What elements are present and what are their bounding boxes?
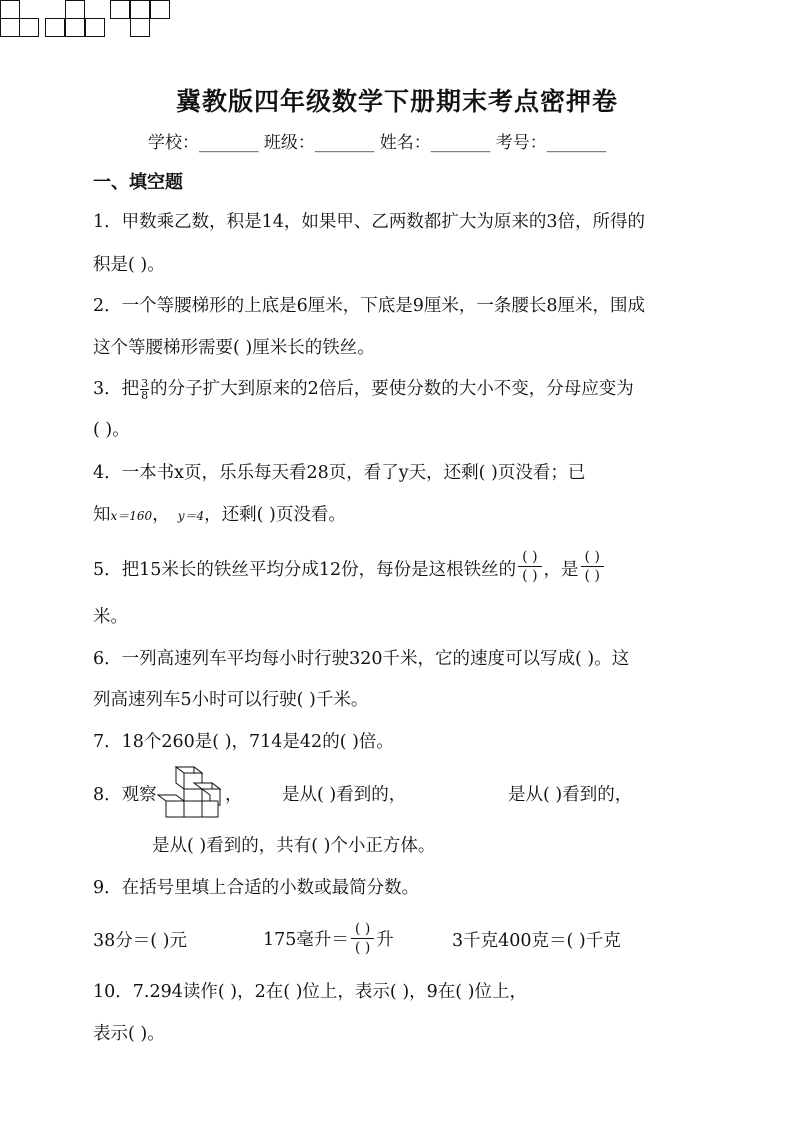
question-8-observe-label: 8．观察 <box>93 785 157 805</box>
question-8-text-1: 是从( )看到的， <box>282 785 407 805</box>
question-8-comma: ， <box>225 785 243 805</box>
question-9-item-c: 3千克400克＝( )千克 <box>452 931 621 951</box>
question-6-line-2: 列高速列车5小时可以行驶( )千米。 <box>93 690 369 710</box>
question-3-line-2: ( )。 <box>93 420 130 440</box>
blank-numerator: ( ) <box>581 548 604 567</box>
question-7-line-1: 7．18个260是( )，714是42的( )倍。 <box>93 732 394 752</box>
fraction-numerator: 3 <box>141 377 149 390</box>
cube-stack-figure <box>157 766 225 820</box>
question-9-line-1: 9．在括号里填上合适的小数或最简分数。 <box>93 878 420 898</box>
question-4-line-1: 4．一本书x页，乐乐每天看28页，看了y天，还剩( )页没看；已 <box>93 463 586 483</box>
question-5-line-1 <box>93 549 606 589</box>
question-8-text-3: 是从( )看到的，共有( )个小正方体。 <box>152 836 436 856</box>
question-9-item-b-text: 175毫升＝ <box>263 930 349 950</box>
question-1-line-2: 积是( )。 <box>93 255 165 275</box>
question-6-line-1: 6．一列高速列车平均每小时行驶320千米，它的速度可以写成( )。这 <box>93 649 630 669</box>
question-4-separator: ， <box>152 505 170 525</box>
view-figure-1 <box>0 0 40 37</box>
question-10-line-2: 表示( )。 <box>93 1024 165 1044</box>
question-9-item-a: 38分＝( )元 <box>93 931 187 951</box>
fraction-three-eighths <box>140 378 149 401</box>
question-2-line-1: 2．一个等腰梯形的上底是6厘米，下底是9厘米，一条腰长8厘米，围成 <box>93 296 646 316</box>
blank-denominator: ( ) <box>354 940 371 956</box>
fraction-denominator: 8 <box>141 389 149 402</box>
equation-y: y＝4 <box>177 509 205 523</box>
blank-fraction-2 <box>581 548 604 585</box>
question-5-line-2: 米。 <box>93 607 128 627</box>
blank-numerator: ( ) <box>351 920 374 939</box>
question-5-text: 5．把15米长的铁丝平均分成12份，每份是这根铁丝的 <box>93 560 517 580</box>
question-8-text-2: 是从( )看到的， <box>508 785 633 805</box>
question-10-line-1: 10．7.294读作( )，2在( )位上，表示( )，9在( )位上， <box>93 982 528 1002</box>
question-9-item-b-unit: 升 <box>376 930 394 950</box>
blank-denominator: ( ) <box>584 568 600 584</box>
question-2-line-2: 这个等腰梯形需要( )厘米长的铁丝。 <box>93 338 375 358</box>
blank-denominator: ( ) <box>522 568 538 584</box>
question-4-prefix: 知 <box>93 505 111 525</box>
question-3-prefix: 3．把 <box>93 379 140 399</box>
question-3-line-1 <box>93 377 634 401</box>
blank-fraction-3 <box>351 920 374 957</box>
question-9-item-b <box>263 922 394 959</box>
question-3-text: 的分子扩大到原来的2倍后，要使分数的大小不变，分母应变为 <box>150 379 634 399</box>
view-figure-3 <box>110 0 170 37</box>
equation-x: x＝160 <box>110 509 153 523</box>
question-1-line-1: 1．甲数乘乙数，积是14，如果甲、乙两数都扩大为原来的3倍，所得的 <box>93 212 646 232</box>
question-5-connector: ，是 <box>543 560 579 580</box>
blank-fraction-1 <box>518 548 541 585</box>
view-figure-2 <box>45 0 105 37</box>
blank-numerator: ( ) <box>518 548 541 567</box>
page-title: 冀教版四年级数学下册期末考点密押卷 <box>175 87 618 116</box>
question-4-line-2 <box>93 503 346 528</box>
section-heading-fill-in: 一、填空题 <box>93 172 183 193</box>
student-info-line: 学校：_______ 班级：_______ 姓名：_______ 考号：_______ <box>148 133 607 153</box>
question-4-text: ，还剩( )页没看。 <box>204 505 346 525</box>
